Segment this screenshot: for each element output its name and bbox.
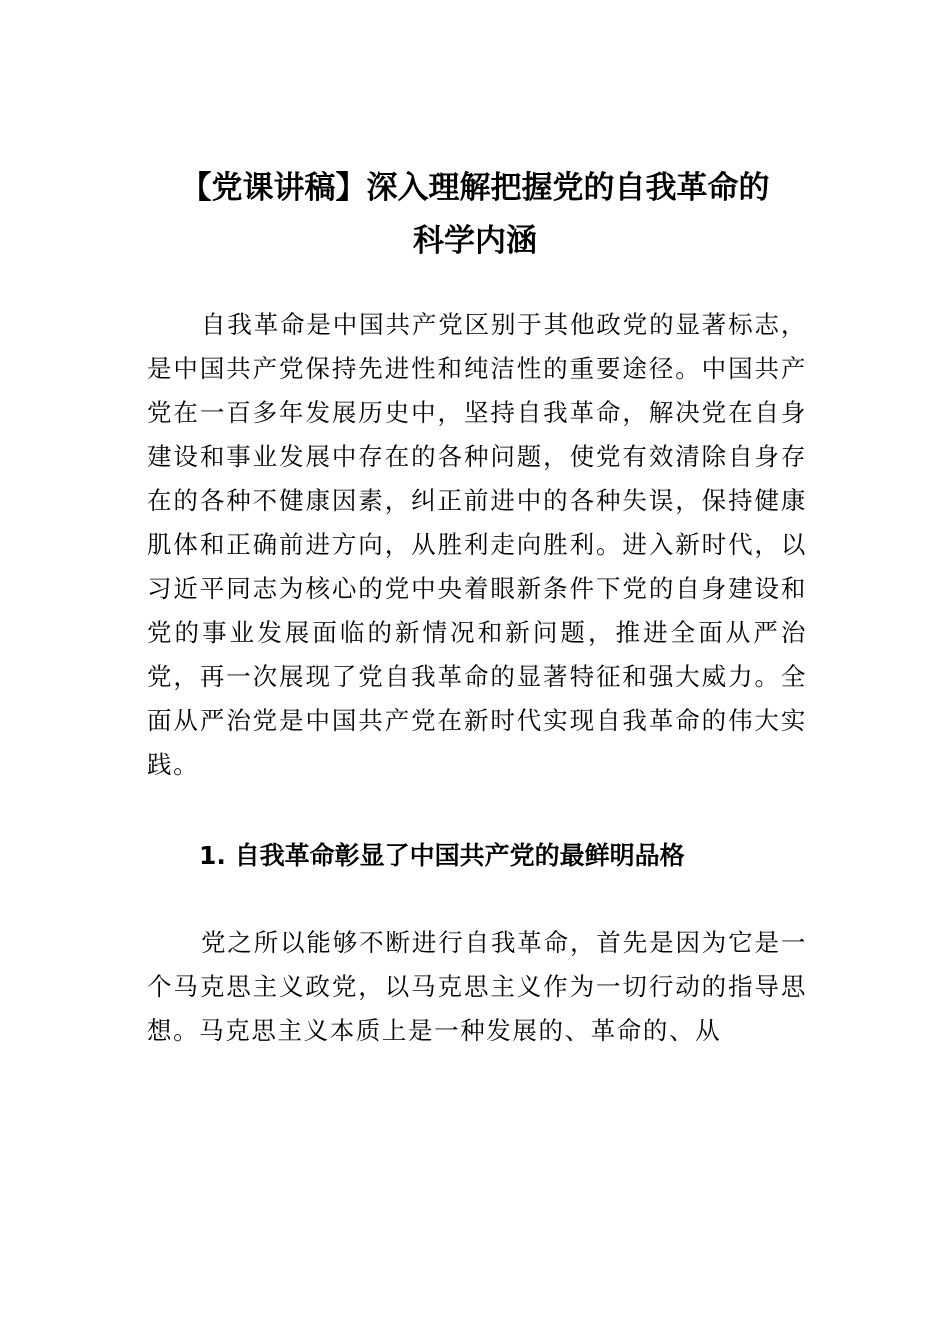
document-title xyxy=(100,162,850,268)
document-title-line-1: 【党课讲稿】深入理解把握党的自我革命的 xyxy=(180,170,770,206)
body-paragraph-1: 自我革命是中国共产党区别于其他政党的显著标志，是中国共产党保持先进性和纯洁性的重要途径。中国共产党在一百多年发展历史中，坚持自我革命，解决党在自身建设和事业发展中存在的各种问题，使党有效清除自身存在的各种不健康因素，纠正前进中的各种失误，保持健康肌体和正确前进方向，从胜利走向胜利。进入新时代，以习近平同志为核心的党中央着眼新条件下党的自身建设和党的事业发展面临的新情况和新问题，推进全面从严治党，再一次展现了党自我革命的显著特征和强大威力。全面从严治党是中国共产党在新时代实现自我革命的伟大实践。 xyxy=(147,310,807,779)
body-paragraph-2: 党之所以能够不断进行自我革命，首先是因为它是一个马克思主义政党，以马克思主义作为一切行动的指导思想。马克思主义本质上是一种发展的、革命的、从 xyxy=(147,928,807,1045)
section-1-heading: 1. 自我革命彰显了中国共产党的最鲜明品格 xyxy=(199,841,685,870)
document-title-line-2: 科学内涵 xyxy=(413,223,537,259)
